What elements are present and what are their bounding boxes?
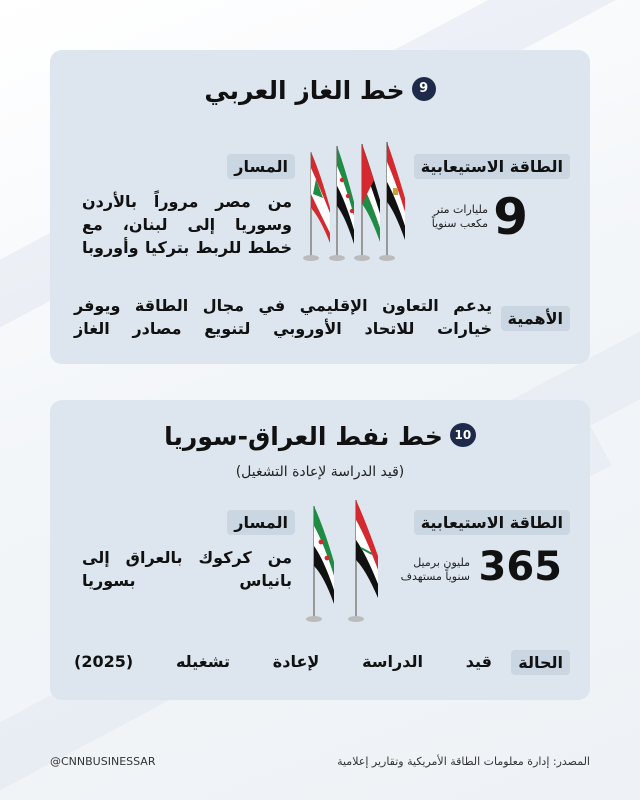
route-line: خطط للربط بتركيا وأوروبا	[82, 238, 292, 257]
jordan-flag	[354, 144, 380, 261]
route-line: من كركوك بالعراق إلى	[82, 548, 292, 567]
iraq-flag	[348, 500, 378, 622]
card-title	[50, 422, 590, 451]
route-line: بانياس بسوريا	[82, 571, 292, 590]
status-label: الحالة	[511, 650, 570, 675]
importance-line: يدعم التعاون الإقليمي في مجال الطاقة ويوفر	[74, 296, 492, 315]
flags-group	[290, 138, 414, 264]
number-badge: 10	[450, 423, 476, 447]
capacity-value: 9	[493, 188, 528, 246]
status-text: قيد الدراسة لإعادة تشغيله (2025)	[74, 652, 492, 671]
route-line: من مصر مروراً بالأردن	[82, 192, 292, 211]
importance-text	[74, 294, 492, 340]
iraq-syria-oil-pipeline-card	[50, 400, 590, 700]
capacity-unit-line: مكعب سنوياً	[431, 217, 488, 230]
capacity-label: الطاقة الاستيعابية	[414, 154, 570, 179]
card-title-text: خط الغاز العربي	[204, 76, 405, 105]
importance-label: الأهمية	[501, 306, 570, 331]
source-note: المصدر: إدارة معلومات الطاقة الأمريكية وتقارير إعلامية	[337, 755, 590, 768]
importance-line: خيارات للاتحاد الأوروبي لتنويع مصادر الغاز	[74, 319, 492, 338]
flags-group	[298, 496, 388, 626]
social-handle: @CNNBUSINESSAR	[50, 755, 156, 768]
card-title	[50, 76, 590, 105]
capacity-unit-line: مليون برميل	[413, 556, 470, 569]
arab-gas-pipeline-card	[50, 50, 590, 364]
route-line: وسوريا إلى لبنان، مع	[82, 215, 292, 234]
capacity-unit	[401, 556, 470, 584]
card-subtitle: (قيد الدراسة لإعادة التشغيل)	[235, 464, 405, 480]
syria-flag	[329, 146, 354, 261]
capacity-unit	[432, 203, 488, 231]
egypt-flag	[379, 142, 405, 261]
capacity-unit-line: مليارات متر	[434, 203, 488, 216]
capacity-value: 365	[478, 544, 562, 590]
card-title-text: خط نفط العراق-سوريا	[164, 422, 443, 451]
route-text	[82, 190, 292, 259]
lebanon-flag	[303, 152, 330, 261]
number-badge: 9	[412, 77, 436, 101]
capacity-unit-line: سنوياً مستهدف	[400, 570, 470, 583]
route-label: المسار	[227, 154, 295, 179]
syria-flag	[306, 506, 334, 622]
route-label: المسار	[227, 510, 295, 535]
route-text	[82, 546, 292, 592]
capacity-label: الطاقة الاستيعابية	[414, 510, 570, 535]
